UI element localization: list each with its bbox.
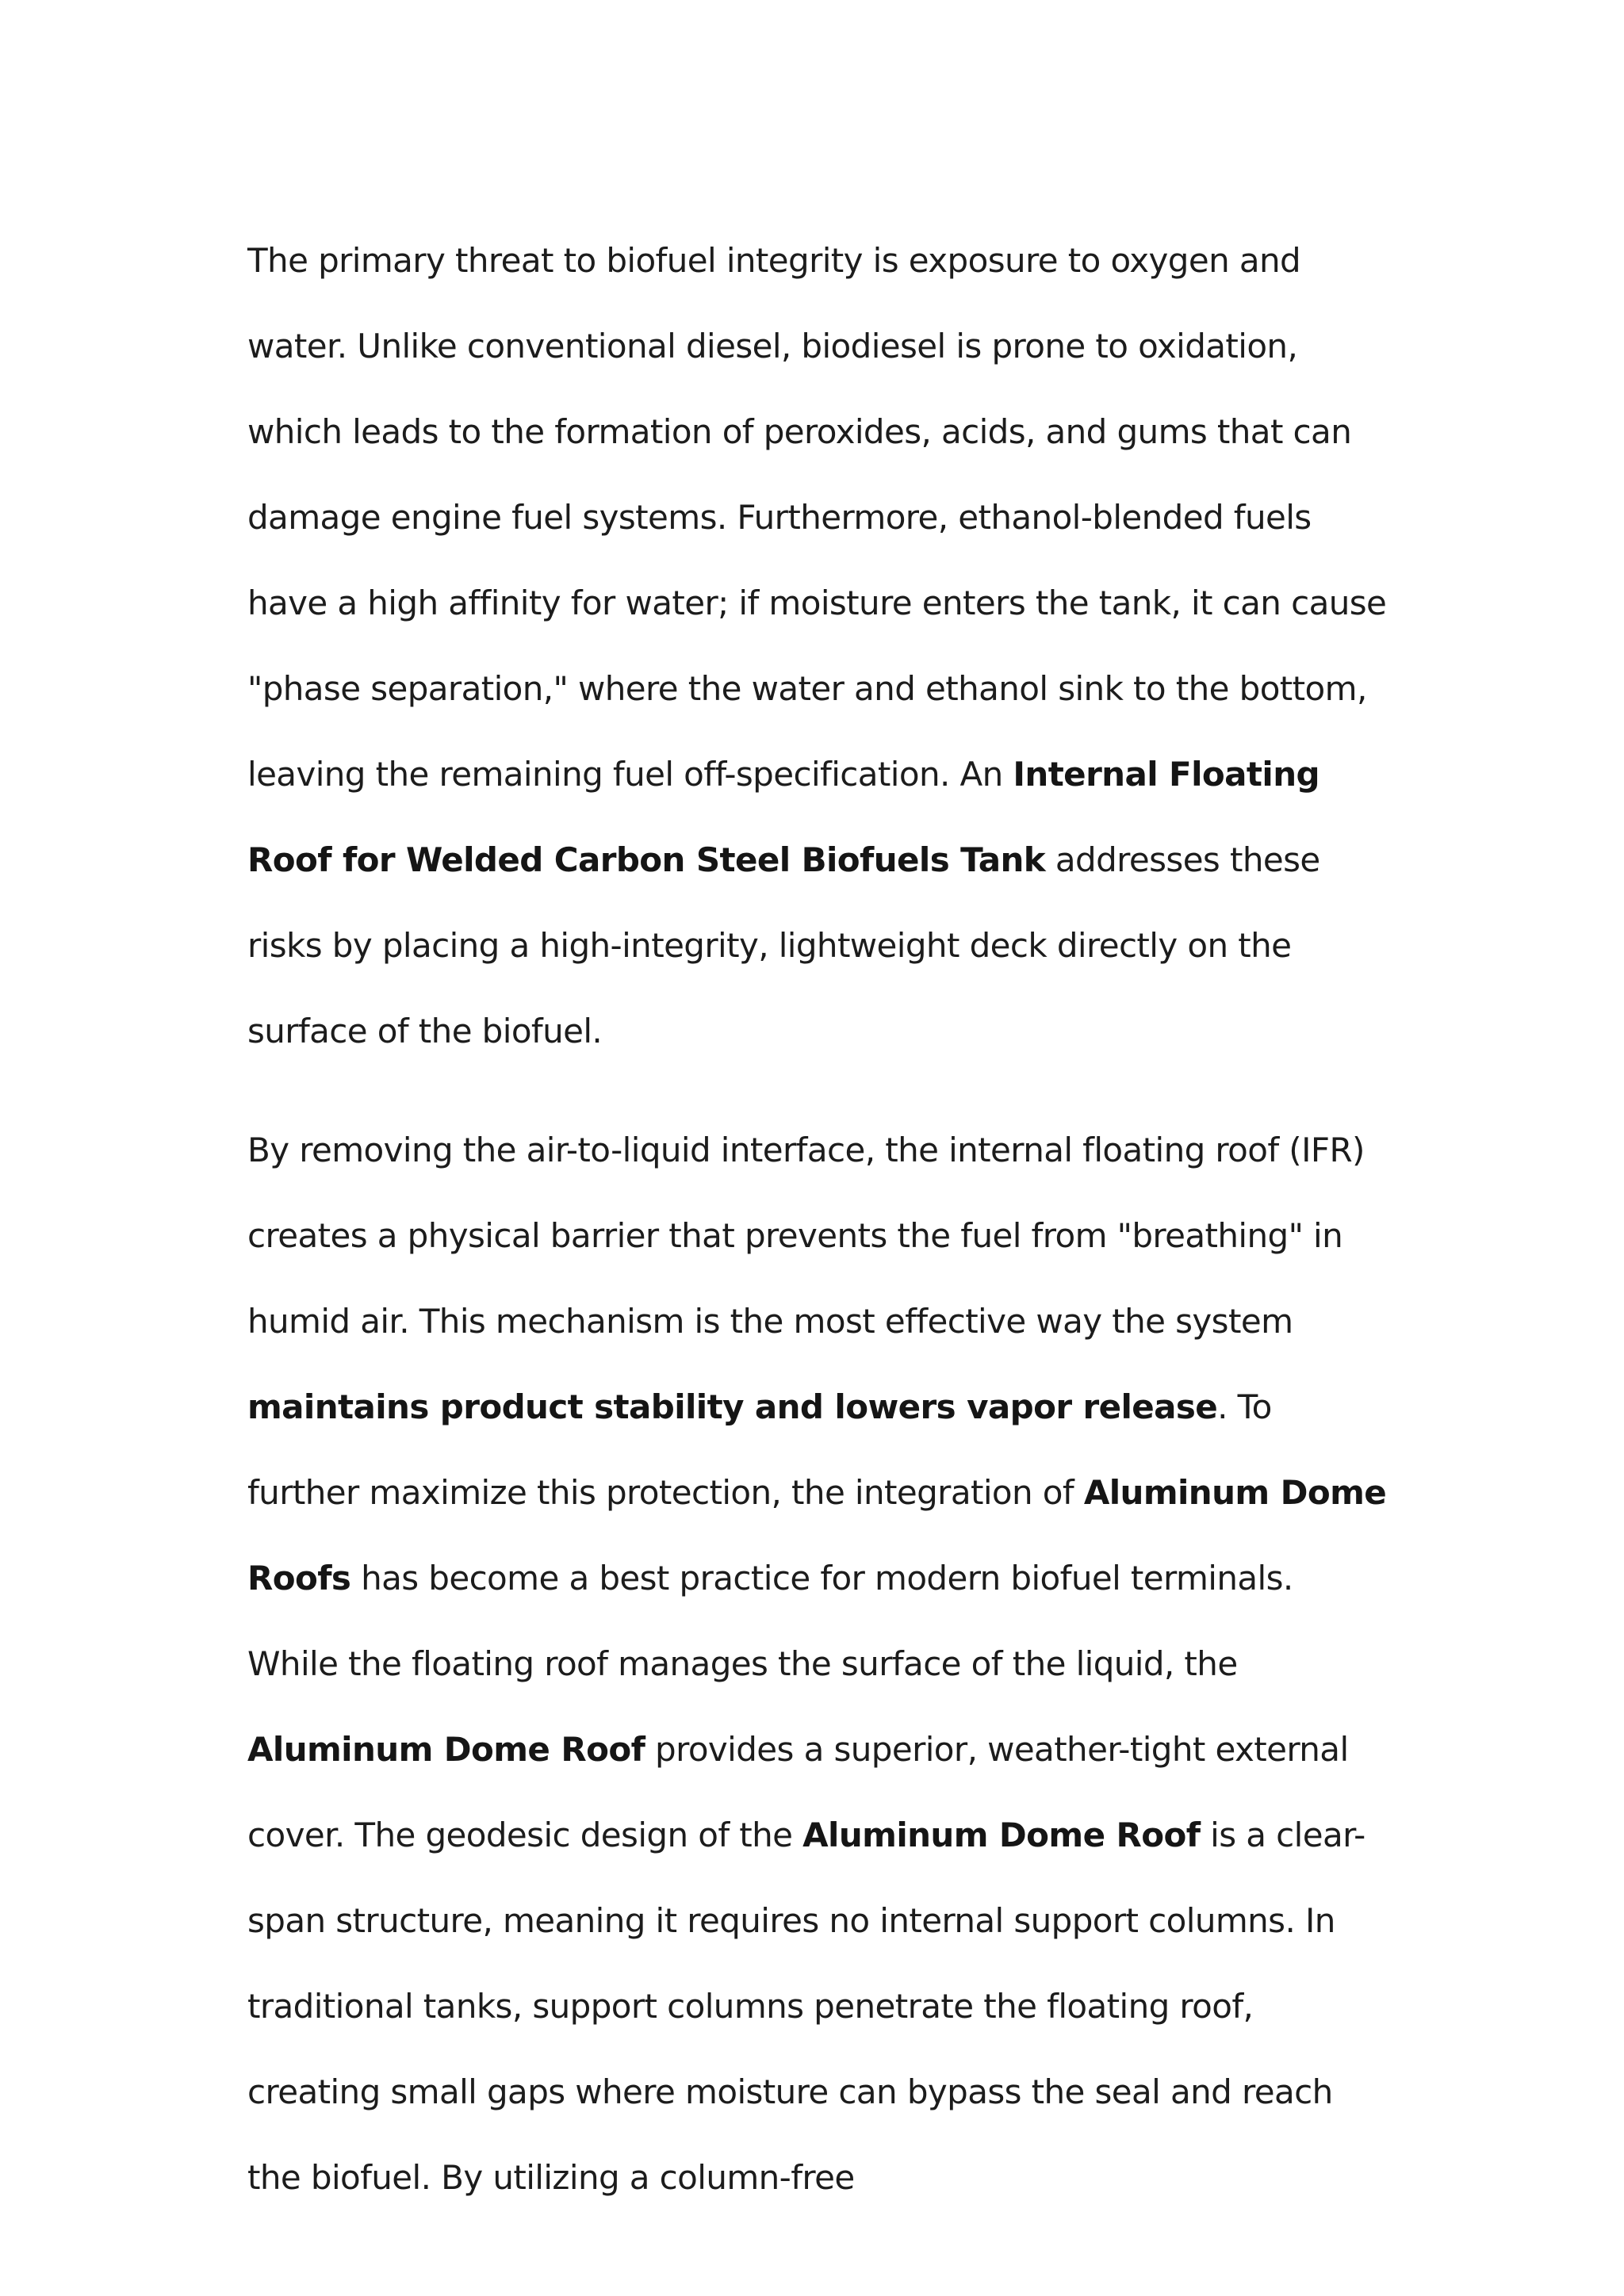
document-body: [247, 218, 1389, 2221]
paragraph-text: The primary threat to biofuel integrity is exposure to oxygen and water. Unlike conventional diesel, biodiesel is prone to oxidation, which leads to the formation of peroxides, acids, and gums that can damage engine fuel systems. Furthermore, ethanol-blended fuels have a high affinity for water; if moisture enters the tank, it can cause "phase separation," where the water and ethanol sink to the bottom, leaving the remaining fuel off-specification. An: [247, 241, 1387, 794]
emphasis-internal-floating-roof: Internal Floating Roof for Welded Carbon Steel Biofuels Tank: [247, 755, 1320, 879]
paragraph-text: By removing the air-to-liquid interface, the internal floating roof (IFR) creates a physical barrier that prevents the fuel from "breathing" in humid air. This mechanism is the most effective way the system: [247, 1131, 1365, 1341]
paragraph-biofuel-threats: [247, 218, 1389, 1074]
emphasis-product-stability: maintains product stability and lowers vapor release: [247, 1387, 1218, 1426]
emphasis-aluminum-dome-roof: Aluminum Dome Roof: [247, 1730, 645, 1769]
paragraph-text: addresses these risks by placing a high-integrity, lightweight deck directly on the surface of the biofuel.: [247, 840, 1320, 1050]
emphasis-aluminum-dome-roof: Aluminum Dome Roof: [802, 1816, 1201, 1854]
emphasis-aluminum-dome-roofs: Aluminum Dome Roofs: [247, 1473, 1387, 1598]
paragraph-text: has become a best practice for modern biofuel terminals. While the floating roof manages the surface of the liquid, the: [247, 1559, 1293, 1683]
paragraph-text: provides a superior, weather-tight external cover. The geodesic design of the: [247, 1730, 1349, 1854]
paragraph-text: is a clear-span structure, meaning it requires no internal support columns. In traditional tanks, support columns penetrate the floating roof, creating small gaps where moisture can bypass the seal and reach the biofuel. By utilizing a column-free: [247, 1816, 1365, 2197]
paragraph-ifr-benefits: [247, 1108, 1389, 2221]
paragraph-text: . To further maximize this protection, the integration of: [247, 1387, 1272, 1512]
